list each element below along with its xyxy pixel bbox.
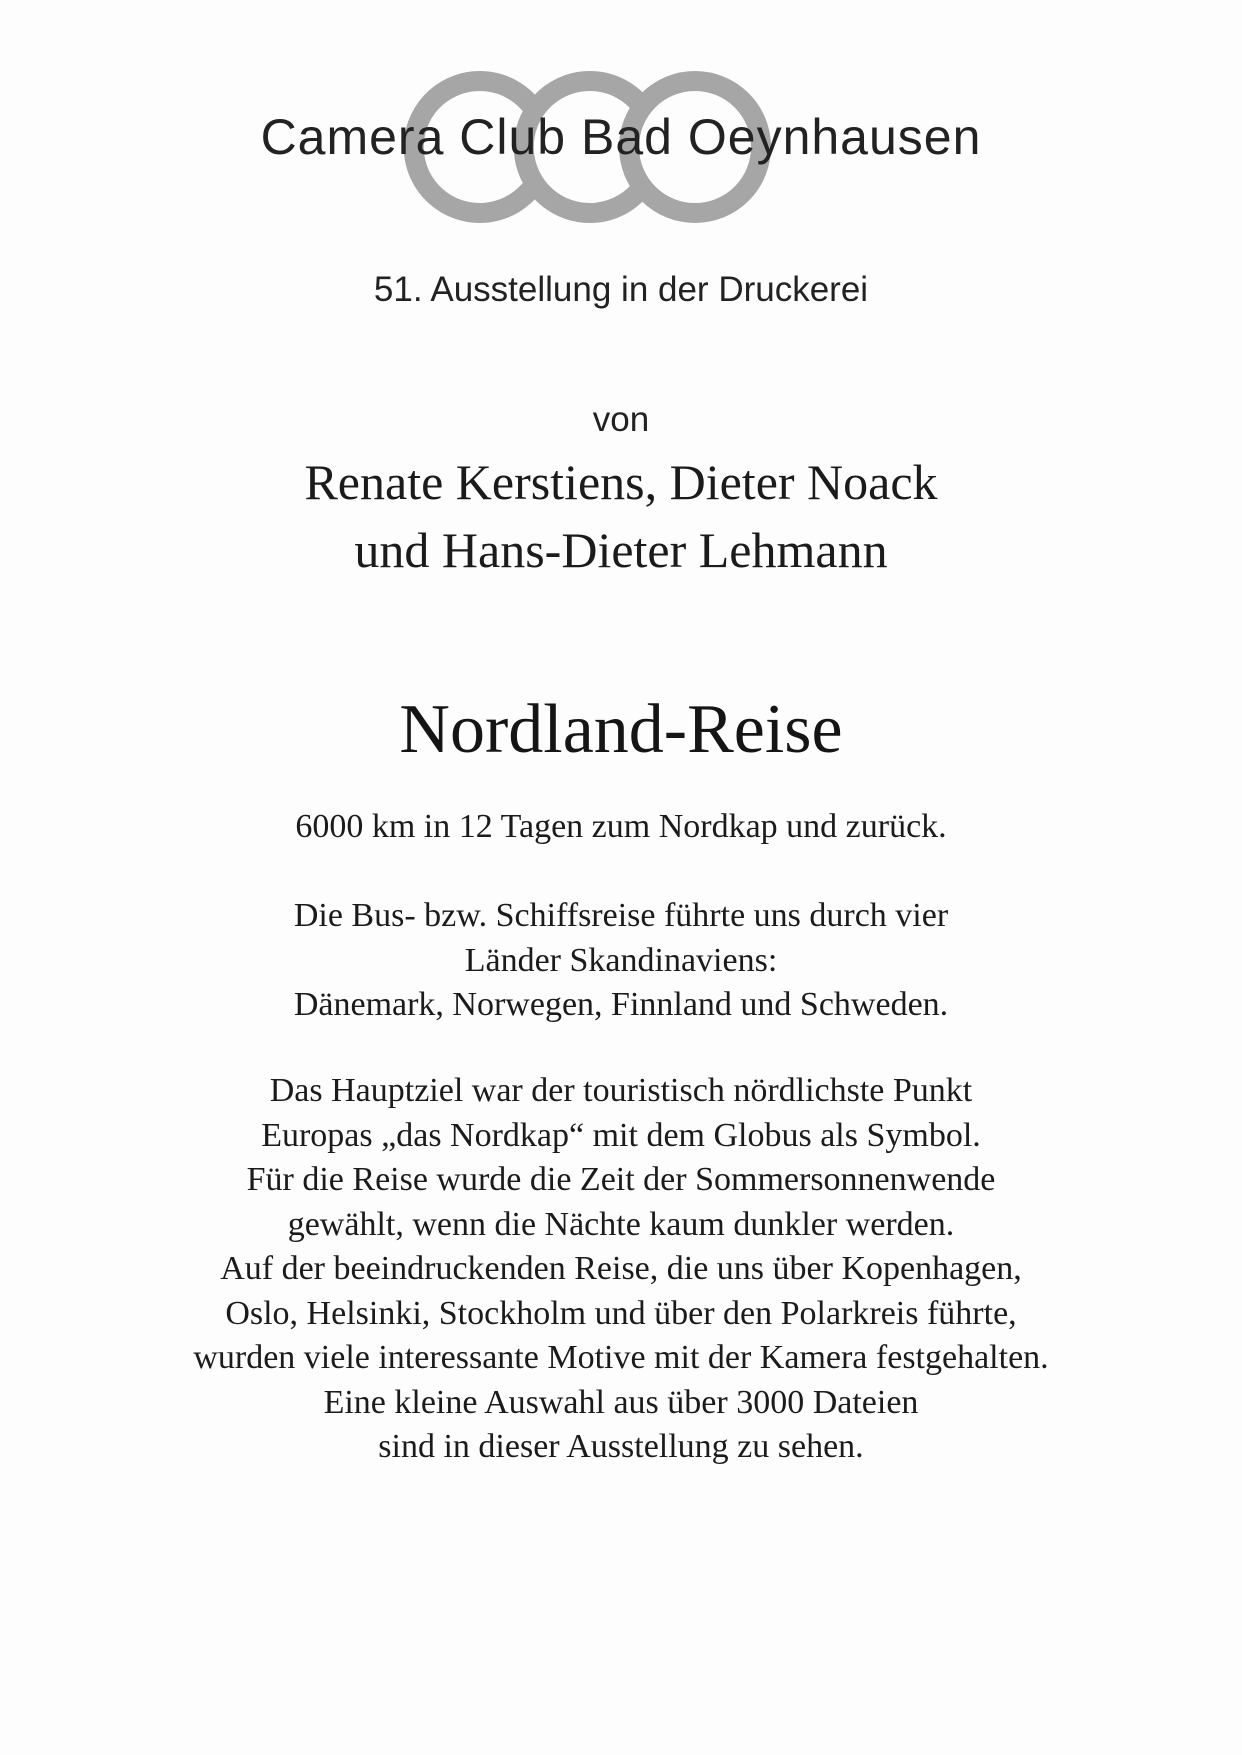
club-name: Camera Club Bad Oeynhausen [260, 109, 982, 165]
paragraph-line: Länder Skandinaviens: [464, 941, 778, 979]
paragraph-countries [0, 894, 1242, 1028]
paragraph-line: Für die Reise wurde die Zeit der Sommersonnenwende [246, 1161, 996, 1198]
page-title: Nordland-Reise [399, 691, 843, 768]
paragraph-line: Die Bus- bzw. Schiffsreise führte uns durch vier [293, 897, 949, 934]
paragraph-line: Europas „das Nordkap“ mit dem Globus als Symbol. [261, 1116, 981, 1154]
paragraph-line: Das Hauptziel war der touristisch nördlichste Punkt [269, 1072, 973, 1109]
paragraph-description [0, 1069, 1242, 1470]
paragraph-line: Oslo, Helsinki, Stockholm und über den Polarkreis führte, [225, 1294, 1017, 1332]
authors-line: und Hans-Dieter Lehmann [354, 522, 888, 578]
authors-line: Renate Kerstiens, Dieter Noack [304, 454, 938, 510]
paragraph-line: sind in dieser Ausstellung zu sehen. [378, 1428, 864, 1465]
paragraph-line: Dänemark, Norwegen, Finnland und Schweden. [293, 986, 949, 1023]
paragraph-line: wurden viele interessante Motive mit der Kamera festgehalten. [193, 1339, 1049, 1376]
by-label: von [592, 400, 650, 439]
paragraph-line: gewählt, wenn die Nächte kaum dunkler werden. [287, 1205, 955, 1243]
paragraph-line: Eine kleine Auswahl aus über 3000 Dateien [323, 1383, 919, 1421]
paragraph-line: Auf der beeindruckenden Reise, die uns über Kopenhagen, [220, 1250, 1022, 1287]
exhibition-heading: 51. Ausstellung in der Druckerei [373, 270, 869, 309]
authors [0, 448, 1242, 584]
subtitle: 6000 km in 12 Tagen zum Nordkap und zurück. [295, 808, 947, 845]
